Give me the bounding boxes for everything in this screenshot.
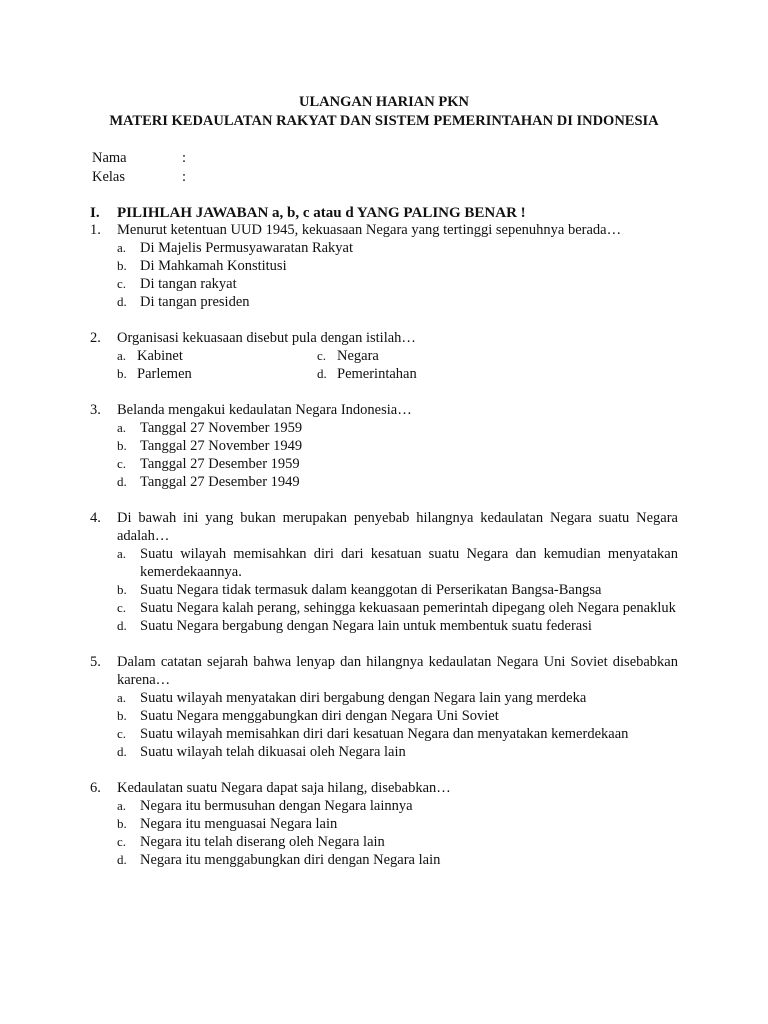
question-number: 2. xyxy=(90,330,101,346)
question-row xyxy=(90,329,678,347)
option-text: Parlemen xyxy=(137,366,192,382)
option-text: Kabinet xyxy=(137,348,183,364)
option-text: Suatu wilayah memisahkan diri dari kesatuan Negara dan menyatakan kemerdekaan xyxy=(140,726,629,742)
option-letter: c. xyxy=(117,456,127,471)
option-letter: a. xyxy=(117,240,127,255)
question-text: Menurut ketentuan UUD 1945, kekuasaan Negara yang tertinggi sepenuhnya berada… xyxy=(117,222,622,238)
option-text: Negara xyxy=(337,348,379,364)
option-text: Tanggal 27 November 1959 xyxy=(140,420,303,436)
option-list xyxy=(117,419,678,491)
option-letter: a. xyxy=(117,798,127,813)
section-instruction: PILIHLAH JAWABAN a, b, c atau d YANG PALING BENAR ! xyxy=(117,205,526,221)
question-number: 6. xyxy=(90,780,101,796)
option-letter: b. xyxy=(117,258,127,273)
answer-option xyxy=(117,599,678,617)
option-letter: d. xyxy=(117,618,127,633)
answer-option xyxy=(117,689,678,707)
question-row xyxy=(90,509,678,545)
document-subtitle: MATERI KEDAULATAN RAKYAT DAN SISTEM PEMERINTAHAN DI INDONESIA xyxy=(109,113,659,129)
answer-option xyxy=(117,545,678,581)
option-text: Di tangan presiden xyxy=(140,294,250,310)
question-list xyxy=(90,221,678,887)
question-item xyxy=(90,329,678,383)
option-text: Suatu Negara bergabung dengan Negara lain untuk membentuk suatu federasi xyxy=(140,618,592,634)
option-letter: d. xyxy=(117,852,127,867)
answer-option xyxy=(117,275,678,293)
option-letter: a. xyxy=(117,420,127,435)
answer-option xyxy=(317,347,517,365)
section-number: I. xyxy=(90,205,100,221)
option-text: Negara itu menguasai Negara lain xyxy=(140,816,338,832)
name-field-row xyxy=(92,149,186,167)
class-label: Kelas xyxy=(92,169,126,185)
section-heading xyxy=(90,204,526,222)
option-letter: c. xyxy=(117,834,127,849)
question-item xyxy=(90,509,678,635)
answer-option xyxy=(117,239,678,257)
option-text: Di Majelis Permusyawaratan Rakyat xyxy=(140,240,354,256)
option-text: Di tangan rakyat xyxy=(140,276,237,292)
option-text: Suatu wilayah menyatakan diri bergabung dengan Negara lain yang merdeka xyxy=(140,690,587,706)
answer-option xyxy=(117,347,317,365)
option-text: Pemerintahan xyxy=(337,366,417,382)
option-text: Negara itu menggabungkan diri dengan Negara lain xyxy=(140,852,441,868)
question-item xyxy=(90,221,678,311)
option-letter: b. xyxy=(117,366,127,381)
option-text: Suatu wilayah memisahkan diri dari kesatuan suatu Negara dan kemudian menyatakan kemerdekaannya. xyxy=(140,546,678,580)
option-letter: b. xyxy=(117,582,127,597)
option-letter: d. xyxy=(317,366,327,381)
name-label: Nama xyxy=(92,150,127,166)
option-letter: b. xyxy=(117,708,127,723)
question-number: 3. xyxy=(90,402,101,418)
answer-option xyxy=(117,473,678,491)
answer-option xyxy=(117,707,678,725)
class-field-row xyxy=(92,168,186,186)
question-number: 4. xyxy=(90,510,101,526)
question-item xyxy=(90,779,678,869)
question-item xyxy=(90,401,678,491)
option-letter: a. xyxy=(117,546,127,561)
answer-option xyxy=(117,455,678,473)
option-text: Negara itu bermusuhan dengan Negara lainnya xyxy=(140,798,413,814)
question-number: 1. xyxy=(90,222,101,238)
answer-option xyxy=(117,815,678,833)
answer-option xyxy=(117,437,678,455)
option-text: Negara itu telah diserang oleh Negara lain xyxy=(140,834,385,850)
option-text: Suatu Negara kalah perang, sehingga kekuasaan pemerintah dipegang oleh Negara penakluk xyxy=(140,600,676,616)
option-letter: d. xyxy=(117,744,127,759)
document-title: ULANGAN HARIAN PKN xyxy=(299,94,469,110)
option-text: Tanggal 27 Desember 1949 xyxy=(140,474,300,490)
option-letter: d. xyxy=(117,294,127,309)
option-letter: d. xyxy=(117,474,127,489)
option-text: Suatu Negara tidak termasuk dalam keanggotan di Perserikatan Bangsa-Bangsa xyxy=(140,582,602,598)
option-list xyxy=(117,689,678,761)
answer-option xyxy=(117,257,678,275)
answer-option xyxy=(117,851,678,869)
option-text: Tanggal 27 Desember 1959 xyxy=(140,456,300,472)
option-text: Suatu wilayah telah dikuasai oleh Negara lain xyxy=(140,744,406,760)
option-letter: c. xyxy=(317,348,327,363)
answer-option xyxy=(317,365,517,383)
answer-option xyxy=(117,617,678,635)
option-letter: a. xyxy=(117,690,127,705)
answer-option xyxy=(117,725,678,743)
answer-option xyxy=(117,797,678,815)
option-letter: b. xyxy=(117,438,127,453)
option-list xyxy=(117,797,678,869)
name-separator: : xyxy=(182,150,187,166)
option-letter: c. xyxy=(117,276,127,291)
question-row xyxy=(90,779,678,797)
option-letter: b. xyxy=(117,816,127,831)
question-text: Organisasi kekuasaan disebut pula dengan istilah… xyxy=(117,330,416,346)
answer-option xyxy=(117,743,678,761)
class-separator: : xyxy=(182,169,187,185)
option-letter: a. xyxy=(117,348,127,363)
question-text: Dalam catatan sejarah bahwa lenyap dan hilangnya kedaulatan Negara Uni Soviet disebabkan karena… xyxy=(117,654,678,688)
question-item xyxy=(90,653,678,761)
question-number: 5. xyxy=(90,654,101,670)
answer-option xyxy=(117,419,678,437)
question-text: Di bawah ini yang bukan merupakan penyebab hilangnya kedaulatan Negara suatu Negara adalah… xyxy=(117,510,678,544)
option-letter: c. xyxy=(117,726,127,741)
answer-option xyxy=(117,365,317,383)
answer-option xyxy=(117,833,678,851)
question-text: Belanda mengakui kedaulatan Negara Indonesia… xyxy=(117,402,412,418)
question-row xyxy=(90,221,678,239)
answer-option xyxy=(117,581,678,599)
option-text: Di Mahkamah Konstitusi xyxy=(140,258,287,274)
question-row xyxy=(90,401,678,419)
question-text: Kedaulatan suatu Negara dapat saja hilang, disebabkan… xyxy=(117,780,451,796)
answer-option xyxy=(117,293,678,311)
option-text: Suatu Negara menggabungkan diri dengan Negara Uni Soviet xyxy=(140,708,499,724)
option-list xyxy=(117,347,678,383)
option-list xyxy=(117,239,678,311)
option-text: Tanggal 27 November 1949 xyxy=(140,438,303,454)
option-list xyxy=(117,545,678,635)
question-row xyxy=(90,653,678,689)
option-letter: c. xyxy=(117,600,127,615)
